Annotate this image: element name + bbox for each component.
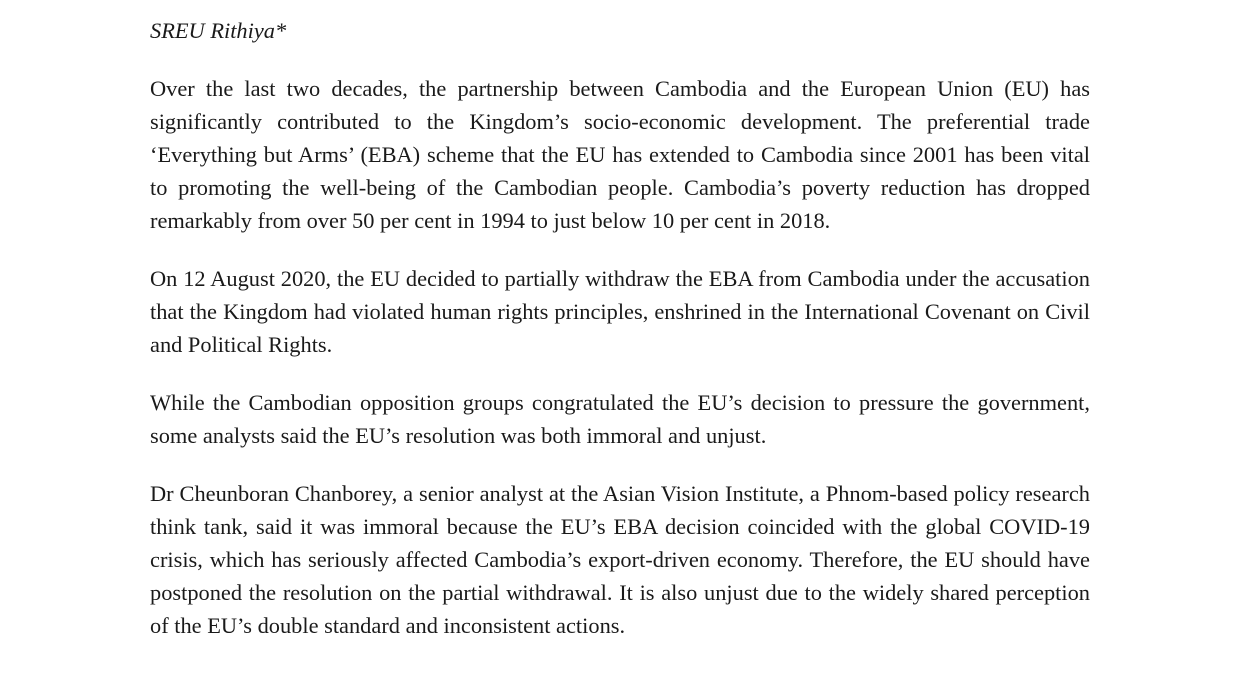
- paragraph-3: While the Cambodian opposition groups congratulated the EU’s decision to pressure the government, some analysts said the EU’s resolution was both immoral and unjust.: [150, 390, 1090, 448]
- paragraph-1: Over the last two decades, the partnership between Cambodia and the European Union (EU) has significantly contributed to the Kingdom’s socio-economic development. The preferential trade ‘Everything but Arms’ (EBA) scheme that the EU has extended to Cambodia since 2001 has been vital to promoting the well-being of the Cambodian people. Cambodia’s poverty reduction has dropped remarkably from over 50 per cent in 1994 to just below 10 per cent in 2018.: [150, 76, 1090, 233]
- article-body: [150, 14, 1090, 667]
- paragraph-2: On 12 August 2020, the EU decided to partially withdraw the EBA from Cambodia under the accusation that the Kingdom had violated human rights principles, enshrined in the International Covenant on Civil and Political Rights.: [150, 266, 1090, 357]
- paragraph-4: Dr Cheunboran Chanborey, a senior analyst at the Asian Vision Institute, a Phnom-based policy research think tank, said it was immoral because the EU’s EBA decision coincided with the global COVID-19 crisis, which has seriously affected Cambodia’s export-driven economy. Therefore, the EU should have postponed the resolution on the partial withdrawal. It is also unjust due to the widely shared perception of the EU’s double standard and inconsistent actions.: [150, 481, 1090, 638]
- author-byline: SREU Rithiya*: [150, 18, 287, 43]
